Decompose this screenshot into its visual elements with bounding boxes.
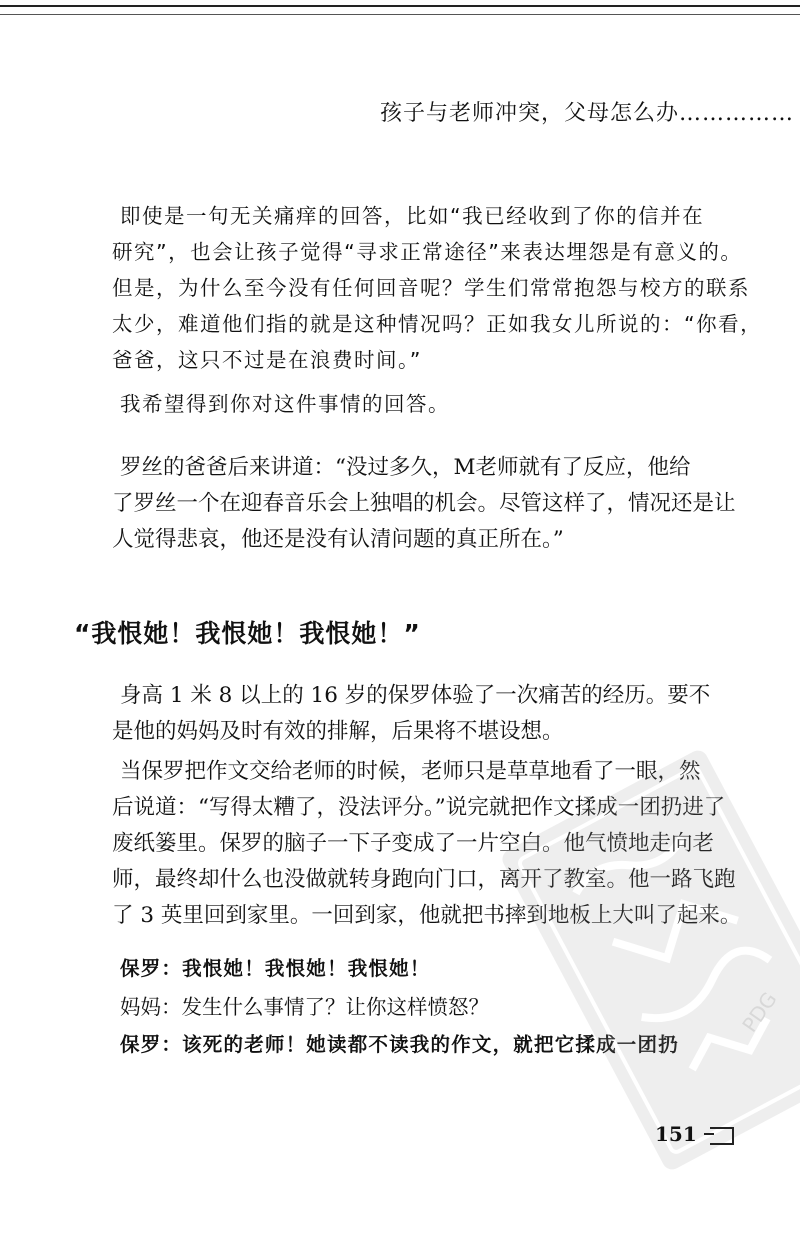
narration-line: 是他的妈妈及时有效的排解，后果将不堪设想。: [112, 719, 564, 744]
letter-line: 但是，为什么至今没有任何回音呢？学生们常常抱怨与校方的联系: [112, 276, 750, 300]
dialogue-line-mother: 妈妈：发生什么事情了？让你这样愤怒？: [120, 995, 489, 1019]
letter-line: 爸爸，这只不过是在浪费时间。”: [112, 348, 422, 372]
page-number-text: 151: [655, 1122, 697, 1146]
letter-block: [112, 198, 763, 422]
section-heading: “我恨她！我恨她！我恨她！”: [74, 619, 421, 648]
narration-line: 了 3 英里回到家里。一回到家，他就把书摔到地板上大叫了起来。: [112, 903, 742, 928]
narration-paragraph-1: [112, 450, 736, 558]
narration-line: 了罗丝一个在迎春音乐会上独唱的机会。尽管这样了，情况还是让: [112, 491, 736, 516]
page-arrow-icon: [710, 1127, 734, 1145]
narration-line: 废纸篓里。保罗的脑子一下子变成了一片空白。他气愤地走向老: [112, 831, 715, 856]
narration-line: 罗丝的爸爸后来讲道：“没过多久，M老师就有了反应，他给: [120, 455, 691, 480]
letter-closing: 我希望得到你对这件事情的回答。: [120, 392, 450, 416]
narration-line: 人觉得悲哀，他还是没有认清问题的真正所在。”: [112, 527, 564, 552]
header-rule: [0, 5, 800, 7]
running-head: 孩子与老师冲突，父母怎么办……………: [379, 101, 794, 126]
narration-line: 当保罗把作文交给老师的时候，老师只是草草地看了一眼，然: [120, 759, 701, 784]
letter-line: 即使是一句无关痛痒的回答，比如“我已经收到了你的信并在: [120, 204, 705, 228]
letter-line: 研究”，也会让孩子觉得“寻求正常途径”来表达埋怨是有意义的。: [112, 240, 743, 264]
watermark-label: PDG: [737, 987, 782, 1037]
letter-line: 太少，难道他们指的就是这种情况吗？正如我女儿所说的：“你看，: [112, 312, 763, 336]
narration-line: 身高 1 米 8 以上的 16 岁的保罗体验了一次痛苦的经历。要不: [120, 683, 711, 708]
header-rule-secondary: [0, 14, 800, 15]
narration-line: 后说道：“写得太糟了，没法评分。”说完就把作文揉成一团扔进了: [112, 795, 726, 820]
page-number: [655, 1122, 734, 1146]
narration-line: 师，最终却什么也没做就转身跑向门口，离开了教室。他一路飞跑: [112, 867, 736, 892]
dialogue-line-paul: 保罗：该死的老师！她读都不读我的作文，就把它揉成一团扔: [120, 1033, 679, 1056]
dialogue-line-paul: 保罗：我恨她！我恨她！我恨她！: [120, 957, 431, 980]
